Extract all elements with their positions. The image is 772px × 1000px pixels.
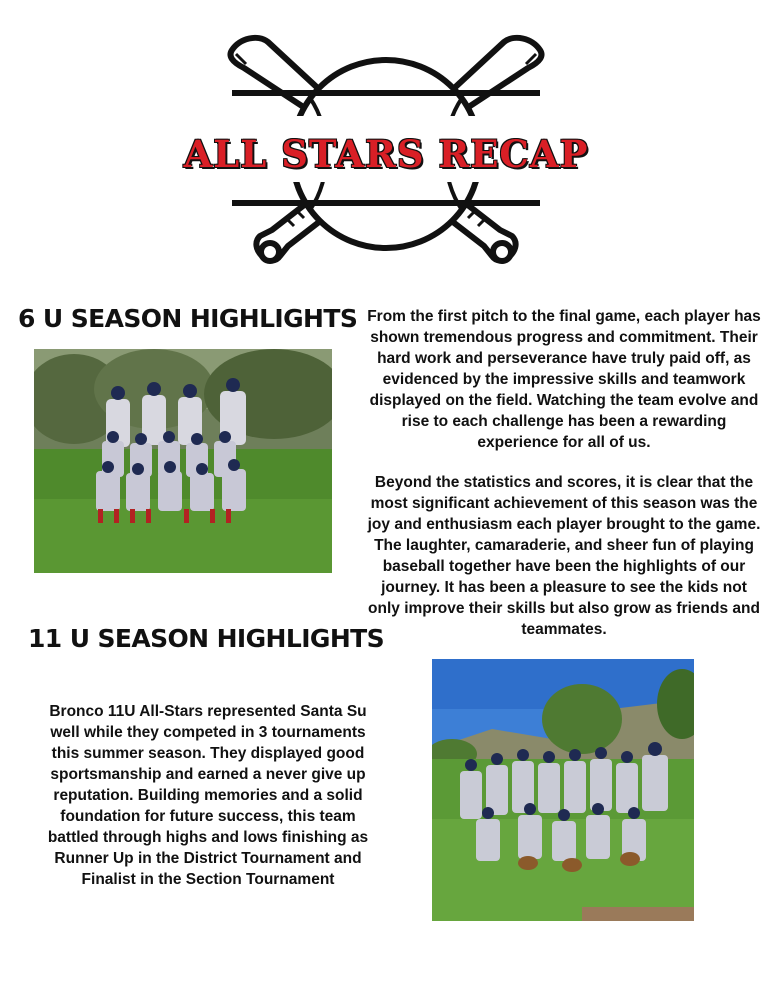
team-6u-photo bbox=[34, 349, 332, 573]
section-6u-paragraph-2: Beyond the statistics and scores, it is clear that the most significant achievement of this season was the joy and enthusiasm each player brought to the game. The laughter, camaraderie, and sheer fun of playing baseball together have been the highlights of our journey. It has been a pleasure to see the kids not only improve their skills but also grow as friends and teammates. bbox=[367, 474, 761, 638]
section-11u-heading: 11 U SEASON HIGHLIGHTS bbox=[28, 624, 385, 653]
section-11u-paragraph: Bronco 11U All-Stars represented Santa Su well while they competed in 3 tournaments this summer season. They displayed good sportsmanship and earned a never give up reputation. Building memories and a solid foundation for future success, this team battled through highs and lows finishing as Runner Up in the District Tournament and Finalist in the Section Tournament bbox=[47, 703, 369, 888]
baseball-crossed-bats-icon bbox=[140, 20, 632, 290]
team-11u-photo bbox=[432, 659, 694, 921]
recap-title: ALL STARS RECAP bbox=[183, 132, 589, 176]
section-6u-heading: 6 U SEASON HIGHLIGHTS bbox=[18, 304, 358, 333]
section-6u-paragraph-1: From the first pitch to the final game, each player has shown tremendous progress and commitment. Their hard work and perseverance have truly paid off, as evidenced by the impressive skills and teamwork displayed on the field. Watching the team evolve and rise to each challenge has been a rewarding experience for all of us. bbox=[367, 308, 761, 451]
